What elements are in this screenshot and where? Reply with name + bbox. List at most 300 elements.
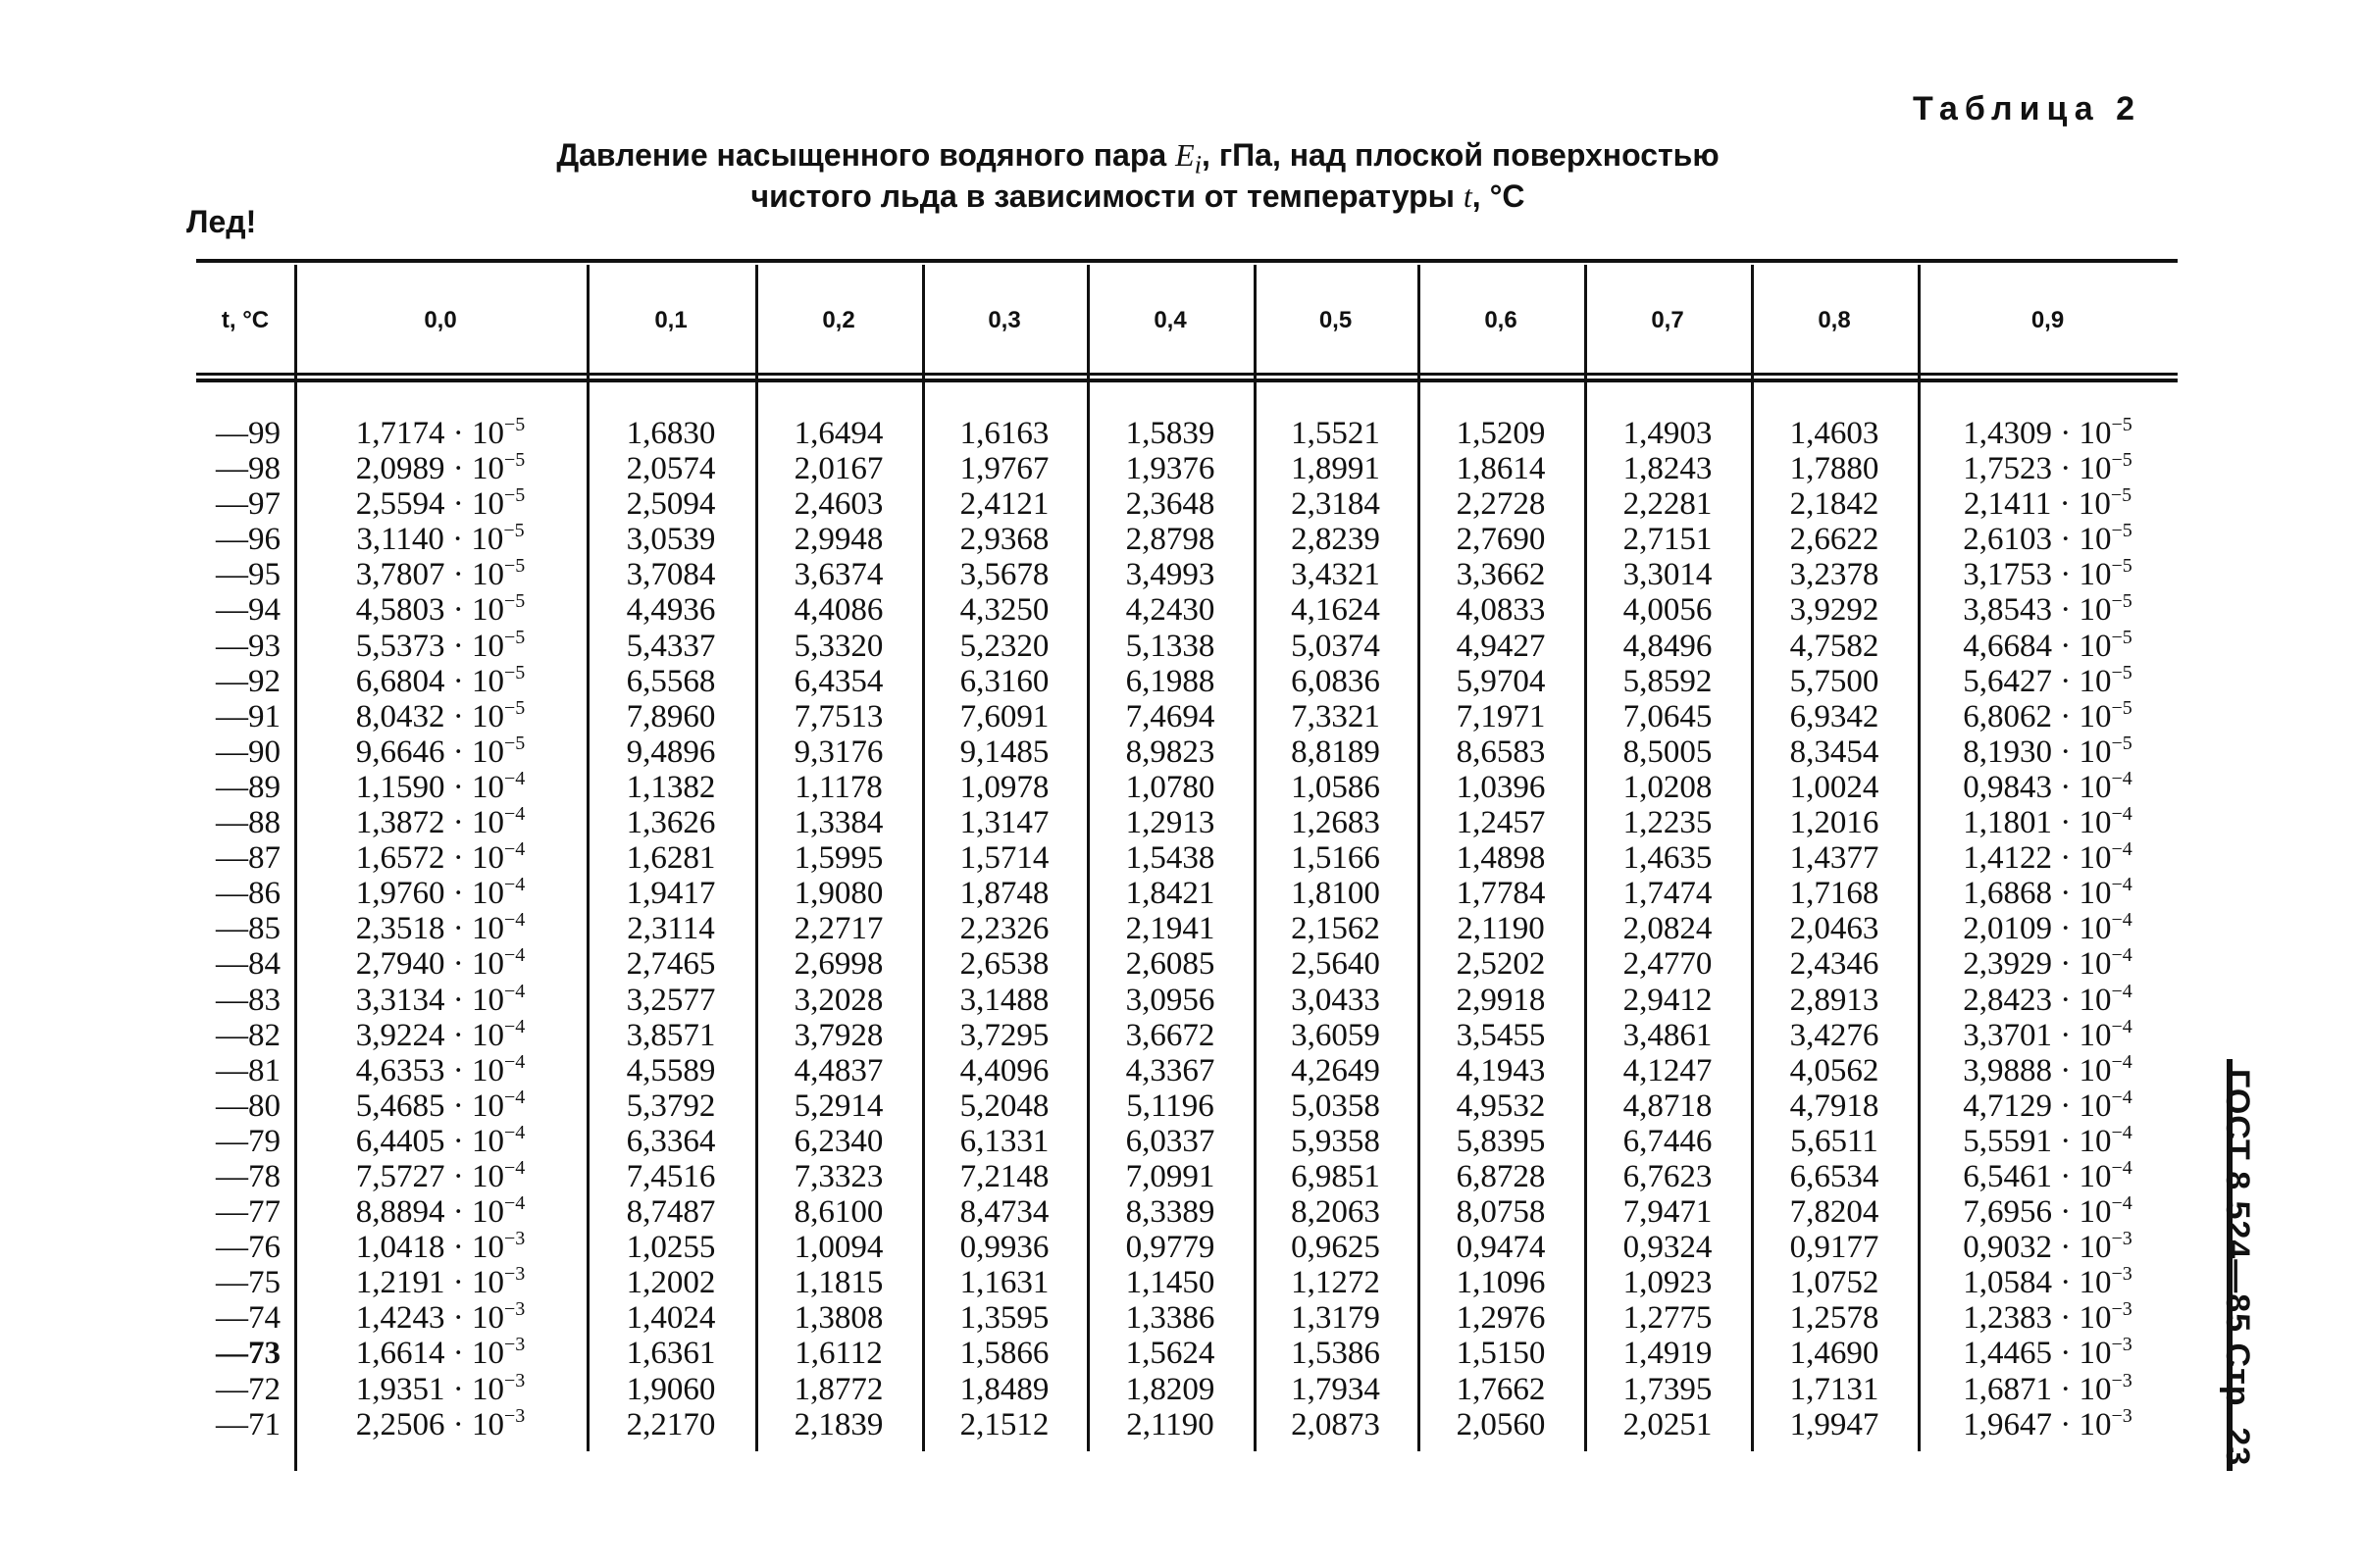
value-cell: 6,6534 <box>1789 1158 1879 1194</box>
exponent: −4 <box>2111 1086 2132 1108</box>
exponent: −5 <box>503 732 526 754</box>
value-cell: 1,1631 <box>959 1265 1050 1301</box>
mantissa: 3,3701 · 10 <box>1963 1017 2112 1053</box>
value-cell: 0,9474 <box>1456 1230 1546 1266</box>
value-cell: 4,7582 <box>1789 628 1879 664</box>
value-cell <box>1918 557 2178 592</box>
data-column <box>1417 416 1584 1442</box>
title-symbol <box>1175 137 1203 179</box>
value-cell: 1,2457 <box>1456 805 1546 841</box>
value-cell: 1,5438 <box>1125 840 1215 877</box>
value-cell: 2,7465 <box>626 946 716 983</box>
value-cell: 2,6998 <box>794 946 884 983</box>
value-cell <box>294 592 587 628</box>
exponent: −4 <box>503 1015 526 1037</box>
mantissa: 1,7174 · 10 <box>355 416 504 451</box>
header-col: 0,3 <box>988 307 1021 333</box>
value-cell: 5,0358 <box>1291 1087 1380 1124</box>
value-cell <box>1918 1336 2178 1371</box>
value-cell: 7,1971 <box>1456 698 1546 734</box>
value-cell: 3,1488 <box>959 982 1050 1018</box>
value-cell: 1,9767 <box>959 451 1050 487</box>
value-cell: 2,1190 <box>1457 911 1545 947</box>
data-column <box>1918 416 2178 1442</box>
value-cell: 7,8960 <box>626 698 716 734</box>
mantissa: 1,0584 · 10 <box>1963 1265 2112 1301</box>
exponent: −3 <box>503 1298 526 1321</box>
temperature-cell: —96 <box>216 522 281 558</box>
mantissa: 3,8543 · 10 <box>1963 592 2112 629</box>
value-cell: 2,9948 <box>794 522 884 558</box>
mantissa: 2,3518 · 10 <box>355 911 504 947</box>
exponent: −5 <box>503 520 525 542</box>
value-cell <box>1918 522 2178 557</box>
data-column <box>294 416 587 1442</box>
value-cell: 1,2775 <box>1622 1300 1713 1337</box>
value-cell: 1,0396 <box>1456 769 1546 805</box>
mantissa: 6,6804 · 10 <box>355 663 504 699</box>
exponent: −4 <box>2111 909 2132 932</box>
exponent: −5 <box>2111 520 2132 542</box>
exponent: −5 <box>2111 696 2132 719</box>
mantissa: 2,0989 · 10 <box>355 451 504 487</box>
exponent: −3 <box>2111 1228 2132 1250</box>
value-cell: 2,1562 <box>1291 911 1380 947</box>
value-cell <box>1918 1369 2178 1407</box>
value-cell: 1,3626 <box>626 805 716 841</box>
value-cell <box>294 1015 587 1053</box>
mantissa: 2,3929 · 10 <box>1963 946 2112 983</box>
value-cell: 1,9080 <box>794 876 884 912</box>
table-title-line-2 <box>363 177 1913 216</box>
mantissa: 1,9760 · 10 <box>355 876 504 912</box>
mantissa: 4,6684 · 10 <box>1963 628 2112 664</box>
value-cell: 7,9471 <box>1622 1194 1713 1231</box>
temperature-cell: —73 <box>216 1336 281 1372</box>
exponent: −5 <box>503 555 526 578</box>
value-cell <box>1918 946 2178 982</box>
temperature-cell: —88 <box>216 805 281 841</box>
value-cell: 2,6085 <box>1125 946 1215 983</box>
value-cell: 1,1096 <box>1456 1265 1546 1301</box>
value-cell <box>294 661 587 699</box>
exponent: −4 <box>503 980 526 1002</box>
value-cell <box>1918 767 2178 805</box>
value-cell: 1,0255 <box>626 1230 716 1266</box>
value-cell: 4,4096 <box>959 1052 1050 1088</box>
temperature-cell: —93 <box>216 628 281 664</box>
value-cell: 4,8496 <box>1622 628 1713 664</box>
value-cell: 8,5005 <box>1622 733 1713 770</box>
value-cell: 1,6112 <box>795 1336 883 1372</box>
value-cell <box>294 486 587 522</box>
value-cell: 1,4024 <box>626 1300 716 1337</box>
value-cell: 1,7880 <box>1789 451 1879 487</box>
value-cell <box>294 1156 587 1194</box>
exponent: −5 <box>2111 590 2132 613</box>
value-cell <box>1918 1404 2178 1442</box>
value-cell: 3,7295 <box>959 1017 1050 1053</box>
value-cell: 1,4903 <box>1622 416 1713 451</box>
mantissa: 1,0418 · 10 <box>355 1230 504 1266</box>
exponent: −4 <box>503 909 526 932</box>
value-cell: 1,1382 <box>626 769 716 805</box>
value-cell: 7,0645 <box>1622 698 1713 734</box>
value-cell <box>294 696 587 734</box>
exponent: −5 <box>503 449 526 472</box>
value-cell <box>294 980 587 1018</box>
value-cell: 2,0167 <box>794 451 884 487</box>
value-cell: 5,6511 <box>1790 1123 1878 1159</box>
title-text-2: чистого льда в зависимости от температуры <box>750 178 1464 214</box>
value-cell: 4,0833 <box>1456 592 1546 629</box>
mantissa: 2,7940 · 10 <box>355 946 504 983</box>
exponent: −3 <box>2111 1334 2132 1356</box>
value-cell <box>1918 734 2178 770</box>
value-cell: 1,2976 <box>1456 1300 1546 1337</box>
exponent: −5 <box>2111 555 2132 578</box>
value-cell: 1,2002 <box>626 1265 716 1301</box>
value-cell: 6,9851 <box>1291 1158 1380 1194</box>
value-cell: 3,4321 <box>1291 557 1380 593</box>
value-cell: 1,9417 <box>626 876 716 912</box>
value-cell: 7,4516 <box>626 1158 716 1194</box>
exponent: −5 <box>2111 449 2132 472</box>
title-text-2-suffix: , °С <box>1471 178 1525 214</box>
value-cell: 3,6374 <box>794 557 884 593</box>
value-cell: 5,8395 <box>1456 1123 1546 1159</box>
exponent: −4 <box>2111 944 2132 967</box>
mantissa: 7,5727 · 10 <box>355 1158 504 1194</box>
value-cell: 2,1839 <box>794 1406 884 1442</box>
value-cell <box>294 451 587 486</box>
value-cell: 1,4919 <box>1622 1336 1713 1372</box>
value-cell: 1,1815 <box>794 1265 884 1301</box>
value-cell: 2,9368 <box>959 522 1050 558</box>
mantissa: 3,1140 · 10 <box>356 522 504 558</box>
temperature-cell: —91 <box>216 698 281 734</box>
value-cell: 1,9060 <box>626 1371 716 1407</box>
table-number-label: Таблица 2 <box>1913 90 2142 127</box>
value-cell: 4,1247 <box>1622 1052 1713 1088</box>
value-cell <box>294 734 587 770</box>
title-text-suffix: , гПа, над плоской поверхностью <box>1202 137 1720 173</box>
value-cell: 4,4936 <box>626 592 716 629</box>
value-cell: 5,1196 <box>1126 1087 1214 1124</box>
value-cell: 1,9376 <box>1125 451 1215 487</box>
value-cell: 1,8421 <box>1125 876 1215 912</box>
value-cell: 6,7623 <box>1622 1158 1713 1194</box>
value-cell: 1,4377 <box>1789 840 1879 877</box>
value-cell: 1,6281 <box>626 840 716 877</box>
value-cell: 6,0337 <box>1125 1123 1215 1159</box>
temperature-cell: —78 <box>216 1158 281 1194</box>
value-cell: 8,3389 <box>1125 1194 1215 1231</box>
value-cell: 2,6622 <box>1789 522 1879 558</box>
value-cell: 1,7474 <box>1622 876 1713 912</box>
temperature-cell: —85 <box>216 911 281 947</box>
value-cell: 8,2063 <box>1291 1194 1380 1231</box>
mantissa: 5,5373 · 10 <box>355 628 504 664</box>
mantissa: 1,6572 · 10 <box>355 840 504 877</box>
value-cell: 2,7151 <box>1622 522 1713 558</box>
value-cell: 1,3384 <box>794 805 884 841</box>
exponent: −4 <box>503 1156 526 1179</box>
value-cell: 1,7395 <box>1622 1371 1713 1407</box>
mantissa: 0,9032 · 10 <box>1963 1230 2112 1266</box>
value-cell <box>1918 416 2178 451</box>
value-cell: 2,6538 <box>959 946 1050 983</box>
header-col: 0,4 <box>1154 307 1187 333</box>
exponent: −3 <box>2111 1404 2132 1427</box>
data-column <box>1584 416 1751 1442</box>
title-symbol-t: t <box>1463 178 1472 214</box>
mantissa: 4,7129 · 10 <box>1963 1087 2112 1124</box>
title-symbol-subscript: i <box>1194 149 1203 179</box>
mantissa: 3,1753 · 10 <box>1963 557 2112 593</box>
value-cell: 1,4898 <box>1456 840 1546 877</box>
exponent: −5 <box>2111 414 2132 435</box>
value-cell: 2,2281 <box>1622 486 1713 523</box>
value-cell: 1,5150 <box>1456 1336 1546 1372</box>
exponent: −5 <box>503 626 526 648</box>
value-cell: 7,7513 <box>794 698 884 734</box>
value-cell: 4,1624 <box>1291 592 1380 629</box>
value-cell: 1,1178 <box>795 769 883 805</box>
temperature-cell: —86 <box>216 876 281 912</box>
temperature-cell: —82 <box>216 1017 281 1053</box>
value-cell <box>294 1230 587 1265</box>
exponent: −4 <box>2111 1156 2132 1179</box>
header-col: 0,2 <box>822 307 855 333</box>
temperature-cell: —71 <box>216 1406 281 1442</box>
data-column <box>587 416 755 1442</box>
value-cell: 1,5166 <box>1291 840 1380 877</box>
value-cell: 0,9936 <box>959 1230 1050 1266</box>
header-t: t, °С <box>221 307 270 333</box>
mantissa: 5,6427 · 10 <box>1963 663 2112 699</box>
mantissa: 5,5591 · 10 <box>1963 1123 2112 1159</box>
value-cell: 2,4121 <box>959 486 1050 523</box>
gost-page-label: ГОСТ 8.524—85 Стр. 23 <box>2219 1069 2256 1467</box>
value-cell: 1,3595 <box>959 1300 1050 1337</box>
value-cell: 1,5521 <box>1291 416 1380 451</box>
value-cell: 3,9292 <box>1789 592 1879 629</box>
mantissa: 2,0109 · 10 <box>1963 911 2112 947</box>
mantissa: 2,5594 · 10 <box>355 486 504 523</box>
value-cell <box>294 1404 587 1442</box>
value-cell: 1,8991 <box>1291 451 1380 487</box>
value-cell: 9,3176 <box>794 733 884 770</box>
exponent: −4 <box>2111 980 2132 1002</box>
value-cell: 0,9779 <box>1125 1230 1215 1266</box>
mantissa: 5,4685 · 10 <box>355 1087 504 1124</box>
temperature-cell: —75 <box>216 1265 281 1301</box>
value-cell: 2,2717 <box>794 911 884 947</box>
value-cell <box>1918 805 2178 840</box>
exponent: −4 <box>503 1121 526 1143</box>
value-cell: 4,9532 <box>1456 1087 1546 1124</box>
exponent: −5 <box>2111 626 2132 648</box>
value-cell: 2,9412 <box>1622 982 1713 1018</box>
mantissa: 3,7807 · 10 <box>355 557 504 593</box>
mantissa: 1,6614 · 10 <box>355 1336 504 1372</box>
value-cell: 1,5839 <box>1125 416 1215 451</box>
exponent: −3 <box>503 1334 526 1356</box>
value-cell: 3,3662 <box>1456 557 1546 593</box>
mantissa: 3,9888 · 10 <box>1963 1052 2112 1088</box>
value-cell <box>1918 626 2178 664</box>
value-cell <box>1918 451 2178 486</box>
value-cell: 4,5589 <box>626 1052 716 1088</box>
mantissa: 1,9351 · 10 <box>355 1371 504 1407</box>
value-cell: 3,2028 <box>794 982 884 1018</box>
value-cell: 2,0873 <box>1291 1406 1380 1442</box>
mantissa: 4,6353 · 10 <box>355 1052 504 1088</box>
value-cell: 2,0824 <box>1622 911 1713 947</box>
header-col: 0,0 <box>424 307 457 333</box>
value-cell: 5,4337 <box>626 628 716 664</box>
exponent: −3 <box>2111 1298 2132 1321</box>
value-cell <box>1918 486 2178 522</box>
value-cell: 3,8571 <box>626 1017 716 1053</box>
mantissa: 7,6956 · 10 <box>1963 1194 2112 1231</box>
value-cell: 4,3367 <box>1125 1052 1215 1088</box>
value-cell <box>294 840 587 876</box>
temperature-cell: —74 <box>216 1300 281 1337</box>
value-cell: 4,2649 <box>1291 1052 1380 1088</box>
value-cell: 9,4896 <box>626 733 716 770</box>
value-cell: 2,4770 <box>1622 946 1713 983</box>
value-cell: 6,1331 <box>959 1123 1050 1159</box>
value-cell: 5,3320 <box>794 628 884 664</box>
value-cell: 5,8592 <box>1622 663 1713 699</box>
value-cell: 4,3250 <box>959 592 1050 629</box>
header-col: 0,7 <box>1651 307 1684 333</box>
value-cell: 1,6494 <box>794 416 884 451</box>
value-cell: 6,7446 <box>1622 1123 1713 1159</box>
header-col: 0,6 <box>1484 307 1517 333</box>
value-cell: 7,6091 <box>959 698 1050 734</box>
temperature-cell: —87 <box>216 840 281 877</box>
value-cell <box>294 1050 587 1088</box>
mantissa: 6,4405 · 10 <box>355 1123 504 1159</box>
temperature-cell: —77 <box>216 1194 281 1231</box>
value-cell: 1,7934 <box>1291 1371 1380 1407</box>
value-cell <box>1918 696 2178 734</box>
value-cell: 5,2320 <box>959 628 1050 664</box>
exponent: −4 <box>503 1086 526 1108</box>
value-cell: 1,5714 <box>959 840 1050 877</box>
value-cell: 6,3364 <box>626 1123 716 1159</box>
value-cell: 8,8189 <box>1291 733 1380 770</box>
mantissa: 1,2191 · 10 <box>355 1265 504 1301</box>
value-cell: 4,4086 <box>794 592 884 629</box>
value-cell: 1,5624 <box>1125 1336 1215 1372</box>
value-cell: 1,6830 <box>626 416 716 451</box>
value-cell <box>294 1300 587 1336</box>
value-cell: 1,3147 <box>959 805 1050 841</box>
value-cell: 1,7131 <box>1789 1371 1879 1407</box>
exponent: −4 <box>503 767 526 789</box>
header-col: 0,1 <box>654 307 688 333</box>
mantissa: 1,4309 · 10 <box>1963 416 2112 451</box>
exponent: −5 <box>503 414 526 435</box>
value-cell: 3,7928 <box>794 1017 884 1053</box>
value-cell: 1,9947 <box>1789 1406 1879 1442</box>
temperature-column <box>196 416 281 1442</box>
value-cell: 1,8772 <box>794 1371 884 1407</box>
value-cell: 4,2430 <box>1125 592 1215 629</box>
value-cell: 6,8728 <box>1456 1158 1546 1194</box>
temperature-cell: —84 <box>216 946 281 983</box>
value-cell: 2,5094 <box>626 486 716 523</box>
exponent: −5 <box>503 696 526 719</box>
value-cell <box>1918 1088 2178 1124</box>
header-rule-2 <box>196 379 2178 382</box>
mantissa: 9,6646 · 10 <box>355 733 504 770</box>
value-cell: 2,8798 <box>1125 522 1215 558</box>
value-cell: 1,0923 <box>1622 1265 1713 1301</box>
value-cell <box>1918 1121 2178 1159</box>
value-cell <box>1918 980 2178 1018</box>
value-cell: 2,1941 <box>1125 911 1215 947</box>
value-cell: 3,4861 <box>1622 1017 1713 1053</box>
mantissa: 1,4122 · 10 <box>1963 840 2112 877</box>
value-cell: 8,6100 <box>794 1194 884 1231</box>
exponent: −4 <box>503 944 526 967</box>
mantissa: 8,1930 · 10 <box>1963 733 2112 770</box>
exponent: −3 <box>503 1404 526 1427</box>
mantissa: 1,9647 · 10 <box>1963 1406 2112 1442</box>
value-cell: 1,2016 <box>1789 805 1879 841</box>
value-cell: 8,4734 <box>959 1194 1050 1231</box>
exponent: −4 <box>503 838 526 861</box>
value-cell: 7,3321 <box>1291 698 1380 734</box>
value-cell: 1,3808 <box>794 1300 884 1337</box>
value-cell: 2,1190 <box>1126 1406 1214 1442</box>
value-cell: 3,5455 <box>1456 1017 1546 1053</box>
value-cell: 2,1512 <box>959 1406 1050 1442</box>
value-cell: 4,9427 <box>1456 628 1546 664</box>
value-cell: 0,9324 <box>1622 1230 1713 1266</box>
value-cell: 3,3014 <box>1622 557 1713 593</box>
value-cell: 3,4993 <box>1125 557 1215 593</box>
exponent: −5 <box>503 661 526 683</box>
value-cell <box>294 946 587 982</box>
value-cell: 5,9704 <box>1456 663 1546 699</box>
header-col: 0,5 <box>1318 307 1353 333</box>
exponent: −3 <box>2111 1263 2132 1286</box>
exponent: −3 <box>503 1263 526 1286</box>
mantissa: 1,2383 · 10 <box>1963 1300 2112 1337</box>
value-cell: 4,0056 <box>1622 592 1713 629</box>
header-col: 0,8 <box>1818 307 1851 333</box>
value-cell: 2,2170 <box>626 1406 716 1442</box>
value-cell: 6,3160 <box>959 663 1050 699</box>
value-cell: 3,6672 <box>1125 1017 1215 1053</box>
value-cell: 1,4690 <box>1789 1336 1879 1372</box>
mantissa: 2,8423 · 10 <box>1963 982 2112 1018</box>
data-column <box>1751 416 1918 1442</box>
header-col: 0,9 <box>2030 307 2065 333</box>
value-cell: 1,0586 <box>1291 769 1380 805</box>
value-cell <box>1918 911 2178 946</box>
value-cell <box>294 1369 587 1407</box>
value-cell <box>1918 592 2178 628</box>
mantissa: 8,0432 · 10 <box>355 698 504 734</box>
value-cell: 3,2577 <box>626 982 716 1018</box>
